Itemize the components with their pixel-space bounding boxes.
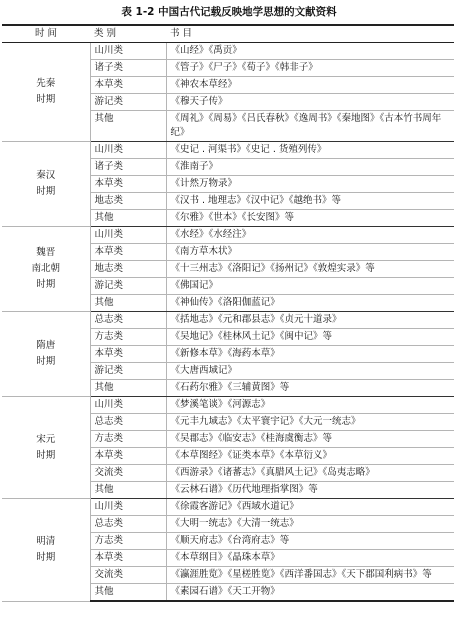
category-cell: 方志类 xyxy=(90,533,166,550)
category-cell: 游记类 xyxy=(90,94,166,111)
category-cell: 其他 xyxy=(90,482,166,499)
table-row xyxy=(2,499,454,516)
books-cell: 《顺天府志》《台湾府志》等 xyxy=(166,533,454,550)
books-cell: 《神农本草经》 xyxy=(166,77,454,94)
header-category: 类 别 xyxy=(90,25,166,43)
category-cell: 山川类 xyxy=(90,227,166,244)
category-cell: 方志类 xyxy=(90,431,166,448)
category-cell: 山川类 xyxy=(90,43,166,60)
category-cell: 本草类 xyxy=(90,176,166,193)
table-row xyxy=(2,142,454,159)
books-cell: 《尔雅》《世本》《长安图》等 xyxy=(166,210,454,227)
category-cell: 其他 xyxy=(90,111,166,142)
period-cell: 秦汉 时期 xyxy=(2,142,90,227)
books-cell: 《本草图经》《证类本草》《本草衍义》 xyxy=(166,448,454,465)
table-body xyxy=(2,43,454,602)
period-cell: 宋元 时期 xyxy=(2,397,90,499)
category-cell: 总志类 xyxy=(90,312,166,329)
books-cell: 《大唐西域记》 xyxy=(166,363,454,380)
category-cell: 其他 xyxy=(90,380,166,397)
books-cell: 《佛国记》 xyxy=(166,278,454,295)
category-cell: 本草类 xyxy=(90,244,166,261)
table-row xyxy=(2,43,454,60)
period-cell: 明清 时期 xyxy=(2,499,90,602)
category-cell: 交流类 xyxy=(90,465,166,482)
books-cell: 《周礼》《周易》《吕氏春秋》《逸周书》《秦地图》《古本竹书周年纪》 xyxy=(166,111,454,142)
table-row xyxy=(2,312,454,329)
category-cell: 游记类 xyxy=(90,278,166,295)
books-cell: 《括地志》《元和郡县志》《贞元十道录》 xyxy=(166,312,454,329)
period-cell: 隋唐 时期 xyxy=(2,312,90,397)
literature-table xyxy=(2,24,454,602)
category-cell: 本草类 xyxy=(90,550,166,567)
category-cell: 其他 xyxy=(90,584,166,602)
books-cell: 《山经》《禹贡》 xyxy=(166,43,454,60)
books-cell: 《大明一统志》《大清一统志》 xyxy=(166,516,454,533)
period-cell: 先秦 时期 xyxy=(2,43,90,142)
table-caption: 表 1-2 中国古代记载反映地学思想的文献资料 xyxy=(121,6,337,18)
category-cell: 交流类 xyxy=(90,567,166,584)
category-cell: 诸子类 xyxy=(90,159,166,176)
books-cell: 《石药尔雅》《三辅黄图》等 xyxy=(166,380,454,397)
books-cell: 《计然万物录》 xyxy=(166,176,454,193)
category-cell: 方志类 xyxy=(90,329,166,346)
books-cell: 《西游录》《诸蕃志》《真腊风土记》《岛夷志略》 xyxy=(166,465,454,482)
books-cell: 《本草纲目》《晶珠本草》 xyxy=(166,550,454,567)
category-cell: 山川类 xyxy=(90,397,166,414)
books-cell: 《神仙传》《洛阳伽蓝记》 xyxy=(166,295,454,312)
category-cell: 本草类 xyxy=(90,77,166,94)
header-books: 书 目 xyxy=(166,25,454,43)
books-cell: 《管子》《尸子》《荀子》《韩非子》 xyxy=(166,60,454,77)
category-cell: 本草类 xyxy=(90,346,166,363)
category-cell: 其他 xyxy=(90,210,166,227)
header-row xyxy=(2,25,454,43)
category-cell: 地志类 xyxy=(90,261,166,278)
category-cell: 游记类 xyxy=(90,363,166,380)
books-cell: 《南方草木状》 xyxy=(166,244,454,261)
books-cell: 《十三州志》《洛阳记》《扬州记》《敦煌实录》等 xyxy=(166,261,454,278)
category-cell: 山川类 xyxy=(90,499,166,516)
books-cell: 《新修本草》《海药本草》 xyxy=(166,346,454,363)
category-cell: 总志类 xyxy=(90,516,166,533)
category-cell: 其他 xyxy=(90,295,166,312)
books-cell: 《梦溪笔谈》《河源志》 xyxy=(166,397,454,414)
books-cell: 《穆天子传》 xyxy=(166,94,454,111)
books-cell: 《素园石谱》《天工开物》 xyxy=(166,584,454,602)
books-cell: 《瀛涯胜览》《星槎胜览》《西洋番国志》《天下郡国利病书》等 xyxy=(166,567,454,584)
books-cell: 《史记 . 河渠书》《史记 . 货殖列传》 xyxy=(166,142,454,159)
category-cell: 地志类 xyxy=(90,193,166,210)
table-row xyxy=(2,227,454,244)
period-cell: 魏晋 南北朝 时期 xyxy=(2,227,90,312)
books-cell: 《徐霞客游记》《西域水道记》 xyxy=(166,499,454,516)
category-cell: 山川类 xyxy=(90,142,166,159)
category-cell: 本草类 xyxy=(90,448,166,465)
category-cell: 诸子类 xyxy=(90,60,166,77)
category-cell: 总志类 xyxy=(90,414,166,431)
books-cell: 《水经》《水经注》 xyxy=(166,227,454,244)
books-cell: 《吴地记》《桂林风土记》《闽中记》等 xyxy=(166,329,454,346)
books-cell: 《淮南子》 xyxy=(166,159,454,176)
books-cell: 《元丰九域志》《太平寰宇记》《大元一统志》 xyxy=(166,414,454,431)
table-row xyxy=(2,397,454,414)
books-cell: 《云林石谱》《历代地理指掌图》等 xyxy=(166,482,454,499)
books-cell: 《吴郡志》《临安志》《桂海虞衡志》等 xyxy=(166,431,454,448)
header-period: 时 间 xyxy=(2,25,90,43)
books-cell: 《汉书 . 地理志》《汉中记》《越绝书》等 xyxy=(166,193,454,210)
